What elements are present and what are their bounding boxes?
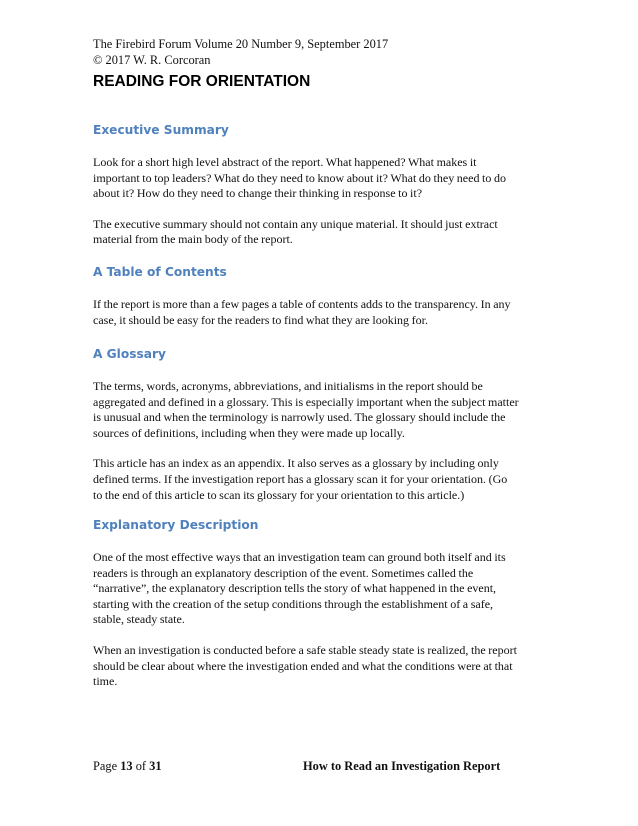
section-heading: A Table of Contents xyxy=(93,265,227,279)
page-word: Page xyxy=(93,759,118,773)
page-total: 31 xyxy=(149,759,162,773)
paragraph-line: to the end of this article to scan its glossary for your orientation to this article.) xyxy=(93,487,465,502)
paragraph xyxy=(93,379,533,441)
paragraph-line: This article has an index as an appendix. It also serves as a glossary by including only xyxy=(93,456,499,471)
paragraph-line: time. xyxy=(93,674,118,689)
publication-header: The Firebird Forum Volume 20 Number 9, September 2017 xyxy=(93,37,389,51)
page-number-label xyxy=(93,759,162,773)
paragraph-line: One of the most effective ways that an investigation team can ground both itself and its xyxy=(93,550,506,564)
section-table-of-contents xyxy=(93,264,533,328)
paragraph-line: aggregated and defined in a glossary. This is especially important when the subject matter xyxy=(93,394,519,409)
paragraph-line: case, it should be easy for the readers to find what they are looking for. xyxy=(93,312,428,327)
paragraph-line: The executive summary should not contain any unique material. It should just extract xyxy=(93,216,498,231)
paragraph-line: If the report is more than a few pages a table of contents adds to the transparency. In any xyxy=(93,297,511,311)
page-footer xyxy=(93,758,533,774)
paragraph-line: The terms, words, acronyms, abbreviations, and initialisms in the report should be xyxy=(93,379,483,393)
paragraph-line: readers is through an explanatory description of the event. Sometimes called the xyxy=(93,565,474,580)
section-heading: Executive Summary xyxy=(93,123,229,137)
paragraph-line: stable, steady state. xyxy=(93,612,185,627)
of-word: of xyxy=(135,759,147,773)
section-heading: A Glossary xyxy=(93,347,166,361)
paragraph xyxy=(93,456,533,503)
section-explanatory-description xyxy=(93,517,533,690)
paragraph xyxy=(93,155,533,202)
page-title: READING FOR ORIENTATION xyxy=(93,73,311,90)
document-page xyxy=(93,36,533,92)
paragraph-line: is unusual and when the terminology is narrowly used. The glossary should include the xyxy=(93,410,506,425)
paragraph-line: sources of definitions, including when they were made up locally. xyxy=(93,425,405,440)
paragraph-line: defined terms. If the investigation report has a glossary scan it for your orientation. (Go xyxy=(93,471,508,486)
footer-document-title: How to Read an Investigation Report xyxy=(303,759,501,773)
copyright-line: © 2017 W. R. Corcoran xyxy=(93,53,211,67)
page-number: 13 xyxy=(120,759,133,773)
paragraph xyxy=(93,643,533,690)
section-heading: Explanatory Description xyxy=(93,518,259,532)
paragraph-line: Look for a short high level abstract of the report. What happened? What makes it xyxy=(93,155,477,169)
paragraph-line: When an investigation is conducted before a safe stable steady state is realized, the report xyxy=(93,642,517,657)
paragraph-line: “narrative”, the explanatory description tells the story of what happened in the event, xyxy=(93,581,497,596)
paragraph-line: material from the main body of the report. xyxy=(93,232,293,247)
paragraph xyxy=(93,297,533,328)
paragraph-line: starting with the creation of the setup conditions through the establishment of a safe, xyxy=(93,596,494,611)
paragraph-line: about it? How do they need to change their thinking in response to it? xyxy=(93,186,423,201)
paragraph xyxy=(93,550,533,628)
paragraph xyxy=(93,217,533,248)
paragraph-line: important to top leaders? What do they need to know about it? What do they need to do xyxy=(93,170,506,185)
section-executive-summary xyxy=(93,122,533,248)
section-glossary xyxy=(93,346,533,503)
paragraph-line: should be clear about where the investigation ended and what the conditions were at that xyxy=(93,658,513,673)
